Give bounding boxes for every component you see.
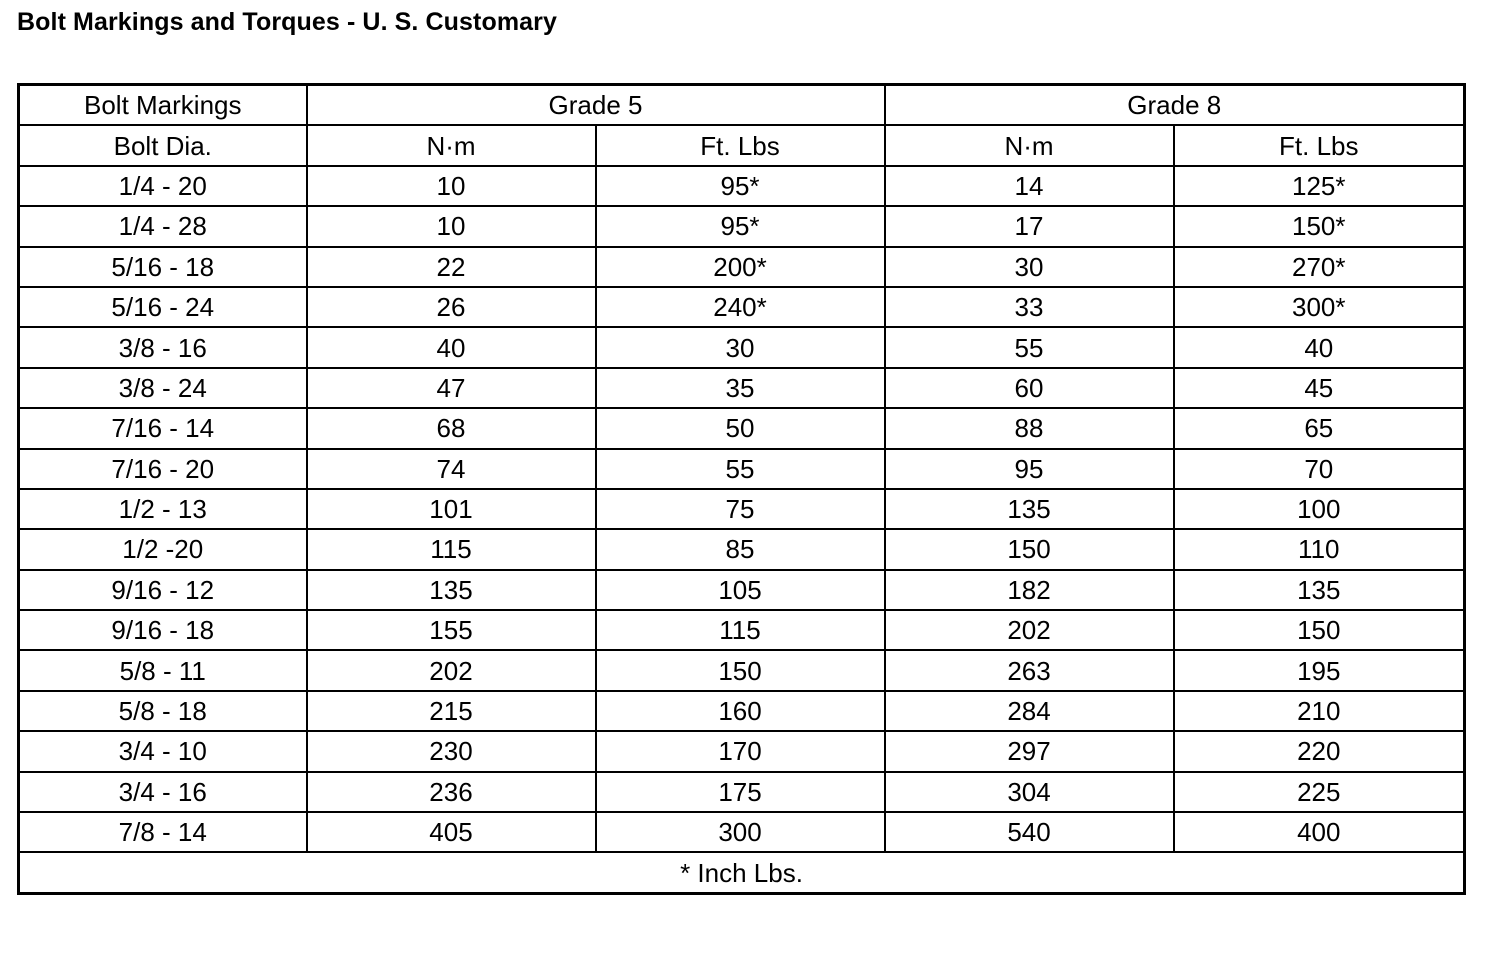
table-row <box>19 449 1465 489</box>
bolt-dia-cell: 3/8 - 24 <box>19 368 307 408</box>
grade8-ftlbs-cell: 150 <box>1174 610 1465 650</box>
torque-table <box>17 83 1466 895</box>
grade5-ftlbs-cell: 170 <box>596 731 885 771</box>
grade8-ftlbs-cell: 210 <box>1174 691 1465 731</box>
grade5-ftlbs-cell: 75 <box>596 489 885 529</box>
grade5-nm-cell: 47 <box>307 368 596 408</box>
table-row <box>19 650 1465 690</box>
grade8-nm-cell: 263 <box>885 650 1174 690</box>
bolt-dia-cell: 9/16 - 12 <box>19 570 307 610</box>
bolt-dia-cell: 9/16 - 18 <box>19 610 307 650</box>
header-grade5-ftlbs: Ft. Lbs <box>596 125 885 165</box>
table-row <box>19 206 1465 246</box>
table-row <box>19 772 1465 812</box>
bolt-dia-cell: 1/2 -20 <box>19 529 307 569</box>
grade5-ftlbs-cell: 115 <box>596 610 885 650</box>
grade8-ftlbs-cell: 65 <box>1174 408 1465 448</box>
grade5-ftlbs-cell: 175 <box>596 772 885 812</box>
bolt-dia-cell: 3/4 - 16 <box>19 772 307 812</box>
grade8-ftlbs-cell: 300* <box>1174 287 1465 327</box>
grade5-ftlbs-cell: 30 <box>596 327 885 367</box>
bolt-dia-cell: 3/4 - 10 <box>19 731 307 771</box>
grade8-nm-cell: 304 <box>885 772 1174 812</box>
grade5-ftlbs-cell: 200* <box>596 247 885 287</box>
grade8-nm-cell: 60 <box>885 368 1174 408</box>
table-row <box>19 287 1465 327</box>
grade8-ftlbs-cell: 270* <box>1174 247 1465 287</box>
bolt-dia-cell: 7/8 - 14 <box>19 812 307 852</box>
grade5-nm-cell: 10 <box>307 166 596 206</box>
grade5-nm-cell: 74 <box>307 449 596 489</box>
grade8-ftlbs-cell: 40 <box>1174 327 1465 367</box>
header-row-grades <box>19 85 1465 126</box>
table-row <box>19 368 1465 408</box>
grade8-ftlbs-cell: 125* <box>1174 166 1465 206</box>
header-grade5-nm: N·m <box>307 125 596 165</box>
grade5-ftlbs-cell: 105 <box>596 570 885 610</box>
grade8-ftlbs-cell: 45 <box>1174 368 1465 408</box>
grade5-ftlbs-cell: 240* <box>596 287 885 327</box>
grade5-nm-cell: 68 <box>307 408 596 448</box>
table-row <box>19 408 1465 448</box>
grade8-nm-cell: 33 <box>885 287 1174 327</box>
grade5-nm-cell: 22 <box>307 247 596 287</box>
bolt-dia-cell: 1/4 - 28 <box>19 206 307 246</box>
grade8-nm-cell: 14 <box>885 166 1174 206</box>
grade8-ftlbs-cell: 110 <box>1174 529 1465 569</box>
grade8-ftlbs-cell: 220 <box>1174 731 1465 771</box>
grade5-nm-cell: 40 <box>307 327 596 367</box>
grade5-nm-cell: 155 <box>307 610 596 650</box>
grade8-nm-cell: 17 <box>885 206 1174 246</box>
grade8-ftlbs-cell: 225 <box>1174 772 1465 812</box>
grade5-nm-cell: 135 <box>307 570 596 610</box>
header-grade-8: Grade 8 <box>885 85 1465 126</box>
footnote: * Inch Lbs. <box>19 852 1465 893</box>
grade8-ftlbs-cell: 100 <box>1174 489 1465 529</box>
grade5-nm-cell: 115 <box>307 529 596 569</box>
bolt-dia-cell: 1/4 - 20 <box>19 166 307 206</box>
grade8-nm-cell: 202 <box>885 610 1174 650</box>
table-row <box>19 327 1465 367</box>
grade8-nm-cell: 150 <box>885 529 1174 569</box>
grade8-nm-cell: 55 <box>885 327 1174 367</box>
grade5-ftlbs-cell: 95* <box>596 206 885 246</box>
bolt-dia-cell: 5/8 - 11 <box>19 650 307 690</box>
bolt-dia-cell: 3/8 - 16 <box>19 327 307 367</box>
grade5-ftlbs-cell: 50 <box>596 408 885 448</box>
grade5-nm-cell: 236 <box>307 772 596 812</box>
header-row-units <box>19 125 1465 165</box>
page-title: Bolt Markings and Torques - U. S. Customary <box>17 8 558 36</box>
footnote-row <box>19 852 1465 893</box>
grade8-ftlbs-cell: 135 <box>1174 570 1465 610</box>
header-grade-5: Grade 5 <box>307 85 885 126</box>
table-row <box>19 610 1465 650</box>
grade8-nm-cell: 30 <box>885 247 1174 287</box>
bolt-dia-cell: 7/16 - 14 <box>19 408 307 448</box>
grade8-nm-cell: 95 <box>885 449 1174 489</box>
table-row <box>19 570 1465 610</box>
grade8-nm-cell: 135 <box>885 489 1174 529</box>
grade8-ftlbs-cell: 400 <box>1174 812 1465 852</box>
grade8-nm-cell: 297 <box>885 731 1174 771</box>
grade5-nm-cell: 230 <box>307 731 596 771</box>
table-row <box>19 691 1465 731</box>
grade5-ftlbs-cell: 35 <box>596 368 885 408</box>
grade5-ftlbs-cell: 300 <box>596 812 885 852</box>
header-grade8-nm: N·m <box>885 125 1174 165</box>
table-row <box>19 812 1465 852</box>
bolt-dia-cell: 5/8 - 18 <box>19 691 307 731</box>
grade5-ftlbs-cell: 95* <box>596 166 885 206</box>
header-grade8-ftlbs: Ft. Lbs <box>1174 125 1465 165</box>
bolt-dia-cell: 7/16 - 20 <box>19 449 307 489</box>
table-row <box>19 247 1465 287</box>
grade8-nm-cell: 88 <box>885 408 1174 448</box>
table-row <box>19 731 1465 771</box>
grade5-nm-cell: 215 <box>307 691 596 731</box>
grade5-ftlbs-cell: 55 <box>596 449 885 489</box>
table-row <box>19 166 1465 206</box>
bolt-dia-cell: 1/2 - 13 <box>19 489 307 529</box>
grade5-ftlbs-cell: 160 <box>596 691 885 731</box>
table-row <box>19 489 1465 529</box>
header-bolt-dia: Bolt Dia. <box>19 125 307 165</box>
grade8-nm-cell: 182 <box>885 570 1174 610</box>
grade5-nm-cell: 26 <box>307 287 596 327</box>
grade5-ftlbs-cell: 85 <box>596 529 885 569</box>
grade5-nm-cell: 10 <box>307 206 596 246</box>
grade8-nm-cell: 284 <box>885 691 1174 731</box>
grade5-nm-cell: 202 <box>307 650 596 690</box>
torque-table-body <box>19 85 1465 894</box>
grade8-nm-cell: 540 <box>885 812 1174 852</box>
table-row <box>19 529 1465 569</box>
bolt-dia-cell: 5/16 - 18 <box>19 247 307 287</box>
grade5-nm-cell: 101 <box>307 489 596 529</box>
grade5-nm-cell: 405 <box>307 812 596 852</box>
grade8-ftlbs-cell: 150* <box>1174 206 1465 246</box>
grade8-ftlbs-cell: 70 <box>1174 449 1465 489</box>
bolt-dia-cell: 5/16 - 24 <box>19 287 307 327</box>
grade5-ftlbs-cell: 150 <box>596 650 885 690</box>
grade8-ftlbs-cell: 195 <box>1174 650 1465 690</box>
header-bolt-markings: Bolt Markings <box>19 85 307 126</box>
